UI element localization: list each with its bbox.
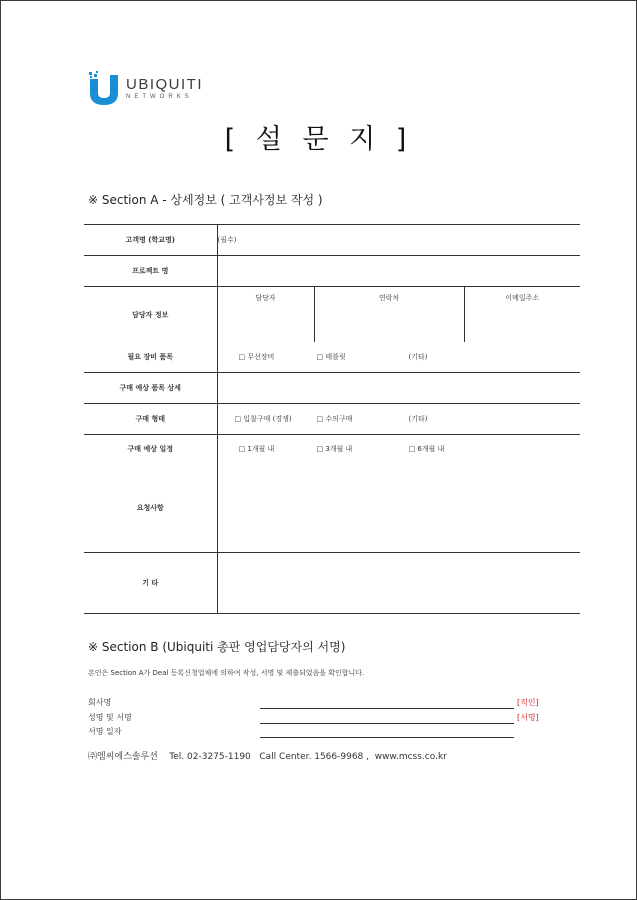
signature-tag: [서명]	[517, 713, 539, 722]
private-purchase-checkbox[interactable]: □ 수의구매	[316, 414, 353, 423]
form-row-project	[84, 256, 580, 287]
form-row-request	[84, 464, 580, 552]
six-month-checkbox[interactable]: □ 6개월 내	[408, 445, 445, 454]
three-month-checkbox[interactable]: □ 3개월 내	[316, 445, 353, 454]
contact-phone-cell[interactable]: 연락처	[315, 287, 465, 342]
purchase-detail-input[interactable]	[217, 372, 580, 403]
sign-date-line[interactable]	[260, 737, 514, 738]
project-label: 프로젝트 명	[132, 267, 169, 275]
ubiquiti-u-icon	[87, 71, 121, 107]
purchase-other-option[interactable]: (기타)	[408, 414, 428, 423]
customer-label: 고객명 (학교명)	[125, 236, 175, 244]
form-row-etc	[84, 552, 580, 613]
request-label: 요청사항	[136, 503, 164, 512]
equipment-options	[217, 342, 580, 372]
ubiquiti-logo	[87, 71, 203, 107]
form-row-contact	[84, 287, 580, 343]
seal-tag: [직인]	[517, 698, 539, 707]
schedule-label: 구매 예상 일정	[127, 445, 173, 454]
equipment-label: 필요 장비 품목	[127, 352, 173, 361]
contact-label: 담당자 정보	[132, 310, 169, 319]
form-row-purchase-type	[84, 403, 580, 434]
company-name-label: 회사명	[88, 698, 112, 707]
contact-email-cell[interactable]: 이메일주소	[505, 294, 540, 302]
company-footer: ㈜엠씨에스솔루션 Tel. 02-3275-1190 Call Center. 1566-9968 , www.mcss.co.kr	[88, 752, 447, 762]
section-b-note: 본인은 Section A가 Deal 등록신청업체에 의하여 작성, 서명 및 제출되었음을 확인합니다.	[88, 669, 365, 677]
purchase-type-label: 구매 형태	[135, 414, 165, 423]
one-month-checkbox[interactable]: □ 1개월 내	[238, 445, 275, 454]
signer-name-line[interactable]	[260, 723, 514, 724]
equipment-other-option[interactable]: (기타)	[408, 352, 428, 361]
contact-person-cell[interactable]: 담당자	[218, 287, 315, 342]
form-row-purchase-detail	[84, 372, 580, 403]
form-row-equipment	[84, 342, 580, 372]
signer-name-label: 성명 및 서명	[88, 713, 132, 722]
purchase-detail-label: 구매 예상 품목 상세	[119, 383, 181, 392]
bid-purchase-checkbox[interactable]: □ 입찰구매 (경쟁)	[234, 414, 292, 423]
document-title: [ 설 문 지 ]	[224, 124, 413, 155]
project-input[interactable]	[217, 256, 580, 287]
etc-label: 기 타	[142, 578, 159, 587]
schedule-options	[217, 434, 580, 464]
request-input[interactable]	[217, 464, 580, 552]
form-row-schedule	[84, 434, 580, 464]
required-note: (필수)	[217, 236, 237, 244]
etc-input[interactable]	[217, 552, 580, 613]
section-b-heading: ※ Section B (Ubiquiti 총판 영업담당자의 서명)	[88, 640, 346, 654]
wireless-checkbox[interactable]: □ 무선장비	[238, 352, 275, 361]
logo-subtitle: NETWORKS	[126, 94, 193, 100]
sign-date-label: 서명 일자	[88, 727, 122, 736]
section-a-heading: ※ Section A - 상세정보 ( 고객사정보 작성 )	[88, 193, 323, 207]
contact-cells	[217, 287, 580, 343]
section-a-form	[84, 224, 580, 614]
logo-wordmark: UBIQUITI	[126, 76, 204, 93]
form-row-customer	[84, 225, 580, 256]
tablet-checkbox[interactable]: □ 태블릿	[316, 352, 346, 361]
company-name-line[interactable]	[260, 708, 514, 709]
customer-input[interactable]	[217, 225, 580, 256]
purchase-type-options	[217, 403, 580, 434]
